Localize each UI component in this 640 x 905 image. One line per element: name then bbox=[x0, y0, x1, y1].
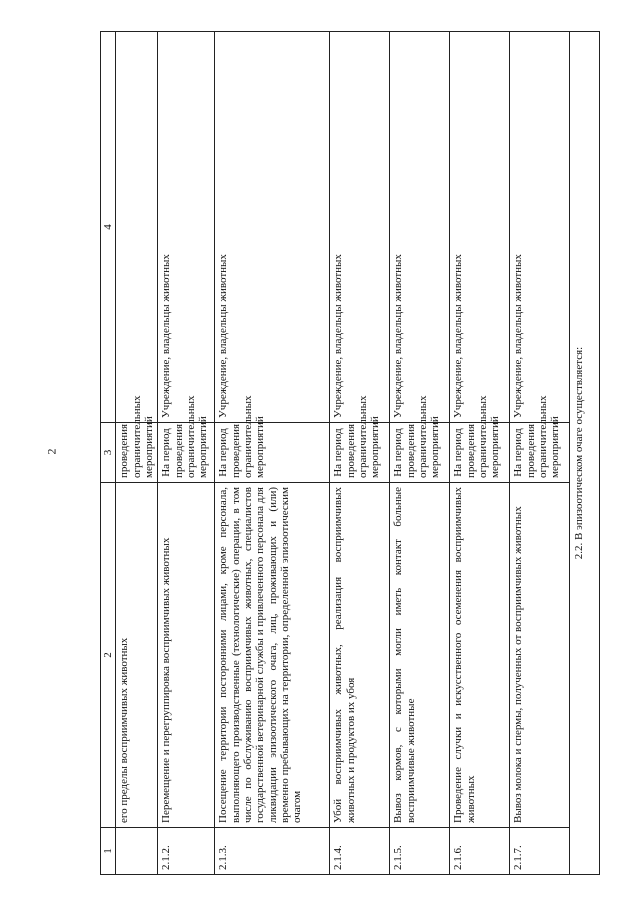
row-action: Проведение случки и искусственного осеменения восприимчивых животных bbox=[450, 483, 510, 828]
row-action: Посещение территории посторонними лицами, кроме персонала, выполняющего производственные (технологические) операции, в том числе по обслуживанию восприимчивых животных, специалистов государственной ветеринарной службы и привлеченного персонала для ликвидации эпизоотического очага, лиц, проживающих и (или) временно пребывающих на территории, определенной эпизоотическим очагом bbox=[215, 483, 330, 828]
row-period: На период проведения ограничительных мероприятий bbox=[510, 423, 570, 483]
header-col-2: 2 bbox=[101, 483, 116, 828]
section-footer: 2.2. В эпизоотическом очаге осуществляется: bbox=[570, 32, 600, 875]
row-responsible: Учреждение, владельцы животных bbox=[158, 32, 215, 423]
rotated-table-area bbox=[100, 32, 600, 875]
row-number: 2.1.2. bbox=[158, 828, 215, 875]
row-number: 2.1.3. bbox=[215, 828, 330, 875]
header-col-1: 1 bbox=[101, 828, 116, 875]
row-action: Убой восприимчивых животных, реализация восприимчивых животных и продуктов их убоя bbox=[330, 483, 390, 828]
row-responsible: Учреждение, владельцы животных bbox=[450, 32, 510, 423]
row-number bbox=[116, 828, 158, 875]
row-responsible: Учреждение, владельцы животных bbox=[330, 32, 390, 423]
row-period: проведения ограничительных мероприятий bbox=[116, 423, 158, 483]
row-period: На период проведения ограничительных мероприятий bbox=[450, 423, 510, 483]
row-action: Вывоз молока и спермы, полученных от восприимчивых животных bbox=[510, 483, 570, 828]
row-responsible bbox=[116, 32, 158, 423]
row-period: На период проведения ограничительных мероприятий bbox=[330, 423, 390, 483]
rotated-table-inner bbox=[100, 32, 600, 875]
row-number: 2.1.6. bbox=[450, 828, 510, 875]
table-row bbox=[330, 32, 390, 875]
page-number: 2 bbox=[44, 448, 59, 455]
table-header-row bbox=[101, 32, 116, 875]
row-period: На период проведения ограничительных мероприятий bbox=[390, 423, 450, 483]
row-period: На период проведения ограничительных мероприятий bbox=[158, 423, 215, 483]
row-action: Перемещение и перегруппировка восприимчивых животных bbox=[158, 483, 215, 828]
row-action: Вывоз кормов, с которыми могли иметь контакт больные восприимчивые животные bbox=[390, 483, 450, 828]
row-number: 2.1.5. bbox=[390, 828, 450, 875]
section-footer-row bbox=[570, 32, 600, 875]
row-responsible: Учреждение, владельцы животных bbox=[510, 32, 570, 423]
table-row bbox=[158, 32, 215, 875]
header-col-4: 4 bbox=[101, 32, 116, 423]
row-action: его пределы восприимчивых животных bbox=[116, 483, 158, 828]
table-row bbox=[215, 32, 330, 875]
header-col-3: 3 bbox=[101, 423, 116, 483]
table-row bbox=[116, 32, 158, 875]
row-responsible: Учреждение, владельцы животных bbox=[215, 32, 330, 423]
table-row bbox=[510, 32, 570, 875]
row-number: 2.1.7. bbox=[510, 828, 570, 875]
row-responsible: Учреждение, владельцы животных bbox=[390, 32, 450, 423]
row-period: На период проведения ограничительных мероприятий bbox=[215, 423, 330, 483]
table-row bbox=[450, 32, 510, 875]
measures-table bbox=[100, 31, 600, 875]
row-number: 2.1.4. bbox=[330, 828, 390, 875]
table-row bbox=[390, 32, 450, 875]
